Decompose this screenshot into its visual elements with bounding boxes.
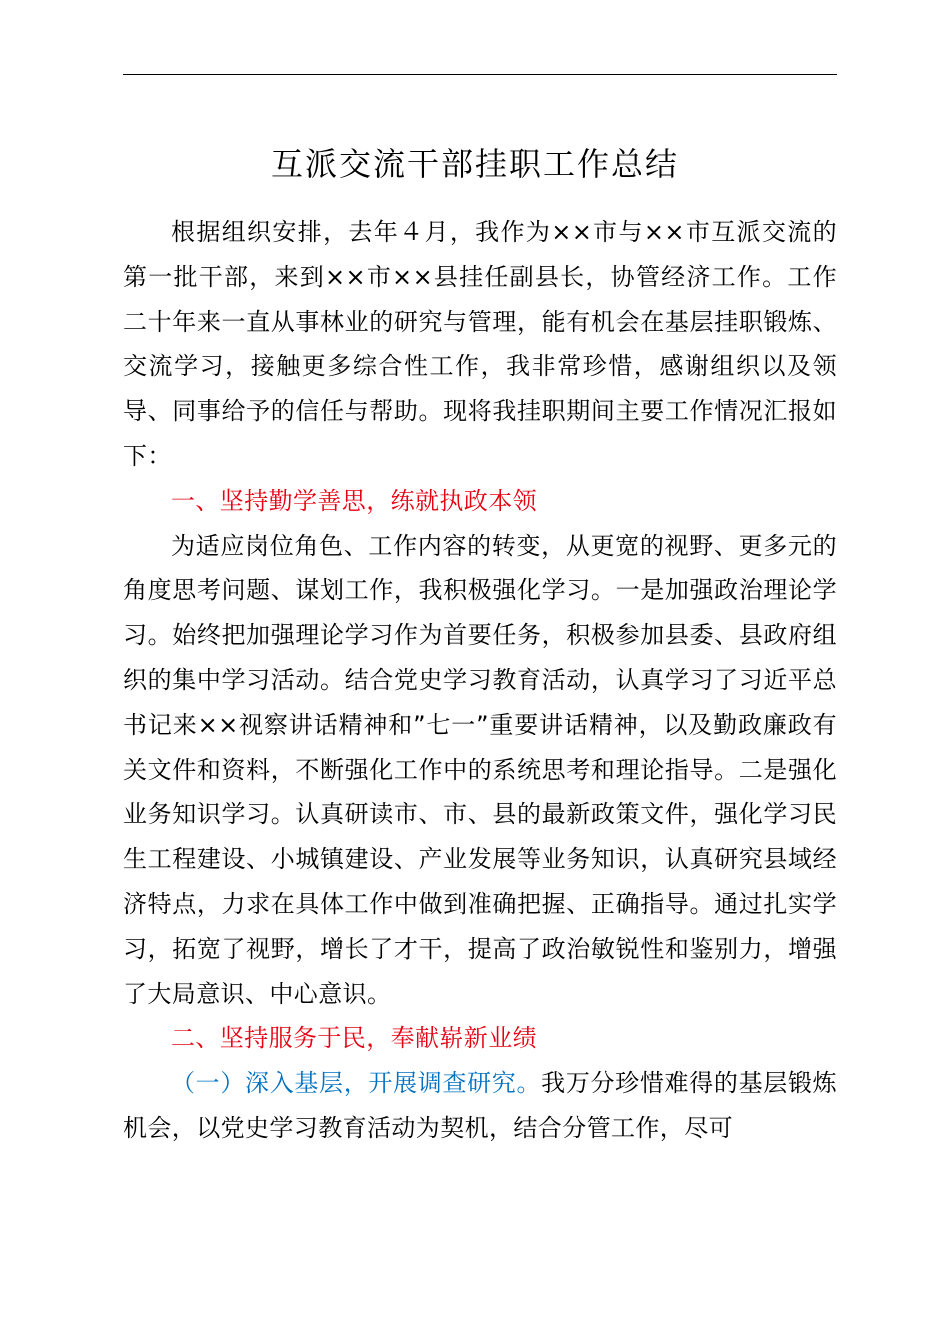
subsection-1-text: 我万分珍惜难得的基层锻炼机会，以党史学习教育活动为契机，结合分管工作，尽可 (123, 1069, 837, 1142)
intro-paragraph: 根据组织安排，去年４月，我作为××市与××市互派交流的第一批干部，来到××市××县挂任副县长，协管经济工作。工作二十年来一直从事林业的研究与管理，能有机会在基层挂职锻炼、交流学习，接触更多综合性工作，我非常珍惜，感谢组织以及领导、同事给予的信任与帮助。现将我挂职期间主要工作情况汇报如下： (123, 218, 837, 470)
subsection-1-heading: （一）深入基层，开展调查研究。 (171, 1069, 542, 1098)
section-2-heading: 二、坚持服务于民，奉献崭新业绩 (171, 1024, 537, 1053)
section-1-heading: 一、坚持勤学善思，练就执政本领 (171, 486, 537, 515)
header-rule (123, 74, 837, 75)
section-2-paragraph (123, 1061, 837, 1151)
document-title: 互派交流干部挂职工作总结 (270, 145, 679, 183)
section-1-paragraph: 为适应岗位角色、工作内容的转变，从更宽的视野、更多元的角度思考问题、谋划工作，我积极强化学习。一是加强政治理论学习。始终把加强理论学习作为首要任务，积极参加县委、县政府组织的集中学习活动。结合党史学习教育活动，认真学习了习近平总书记来××视察讲话精神和”七一”重要讲话精神，以及勤政廉政有关文件和资料，不断强化工作中的系统思考和理论指导。二是强化业务知识学习。认真研读市、市、县的最新政策文件，强化学习民生工程建设、小城镇建设、产业发展等业务知识，认真研究县域经济特点，力求在具体工作中做到准确把握、正确指导。通过扎实学习，拓宽了视野，增长了才干，提高了政治敏锐性和鉴别力，增强了大局意识、中心意识。 (123, 531, 837, 1008)
document-body (123, 210, 837, 1151)
